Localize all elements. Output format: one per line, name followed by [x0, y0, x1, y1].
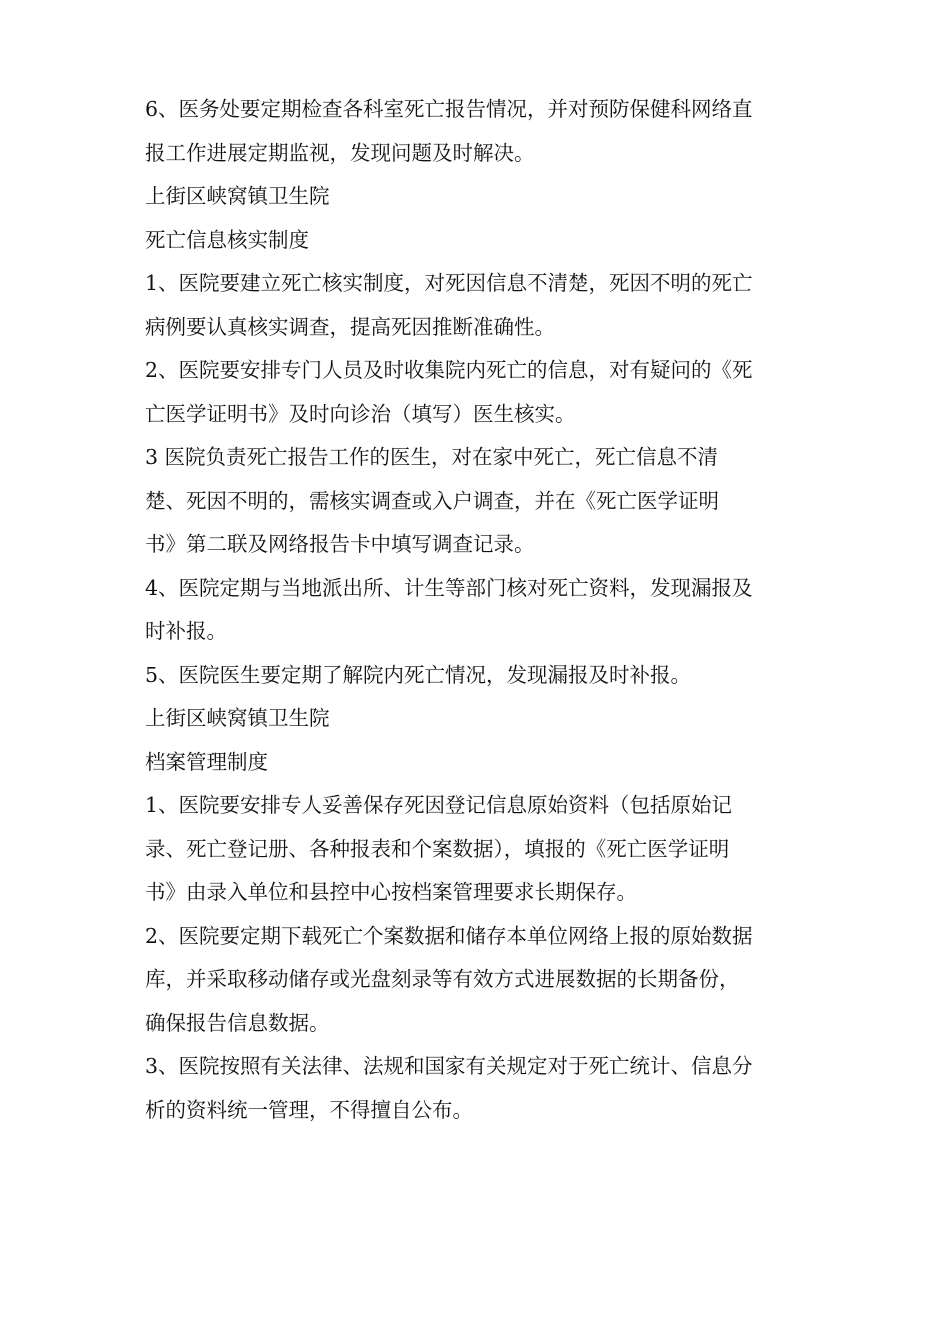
document-body	[145, 88, 810, 1132]
text-line: 2、医院要安排专门人员及时收集院内死亡的信息，对有疑问的《死	[145, 358, 753, 382]
section-org-heading: 上街区峡窝镇卫生院	[145, 706, 330, 730]
text-line: 3 医院负责死亡报告工作的医生，对在家中死亡，死亡信息不清	[145, 445, 719, 469]
text-line: 库，并采取移动储存或光盘刻录等有效方式进展数据的长期备份，	[145, 967, 740, 991]
text-line: 5、医院医生要定期了解院内死亡情况，发现漏报及时补报。	[145, 662, 692, 687]
text-line: 3、医院按照有关法律、法规和国家有关规定对于死亡统计、信息分	[145, 1054, 753, 1078]
text-line: 亡医学证明书》及时向诊治（填写）医生核实。	[145, 401, 576, 426]
text-line: 确保报告信息数据。	[145, 1010, 330, 1035]
text-line: 书》第二联及网络报告卡中填写调查记录。	[145, 532, 535, 556]
text-line: 病例要认真核实调查，提高死因推断准确性。	[145, 314, 555, 339]
section-title: 死亡信息核实制度	[145, 227, 309, 252]
section-title: 档案管理制度	[145, 749, 268, 774]
text-line: 析的资料统一管理，不得擅自公布。	[145, 1097, 473, 1122]
text-line: 书》由录入单位和县控中心按档案管理要求长期保存。	[145, 880, 637, 904]
text-line: 楚、死因不明的，需核实调查或入户调查，并在《死亡医学证明	[145, 488, 719, 513]
text-line: 2、医院要定期下载死亡个案数据和储存本单位网络上报的原始数据	[145, 923, 753, 948]
section-org-heading: 上街区峡窝镇卫生院	[145, 184, 330, 208]
text-line: 1、医院要建立死亡核实制度，对死因信息不清楚，死因不明的死亡	[145, 271, 753, 295]
text-line: 时补报。	[145, 619, 227, 643]
text-line: 报工作进展定期监视，发现问题及时解决。	[145, 140, 535, 165]
text-line: 4、医院定期与当地派出所、计生等部门核对死亡资料，发现漏报及	[145, 575, 753, 600]
text-line: 6、医务处要定期检查各科室死亡报告情况，并对预防保健科网络直	[145, 97, 753, 121]
text-line: 1、医院要安排专人妥善保存死因登记信息原始资料（包括原始记	[145, 793, 733, 817]
text-line: 录、死亡登记册、各种报表和个案数据），填报的《死亡医学证明	[145, 836, 730, 861]
